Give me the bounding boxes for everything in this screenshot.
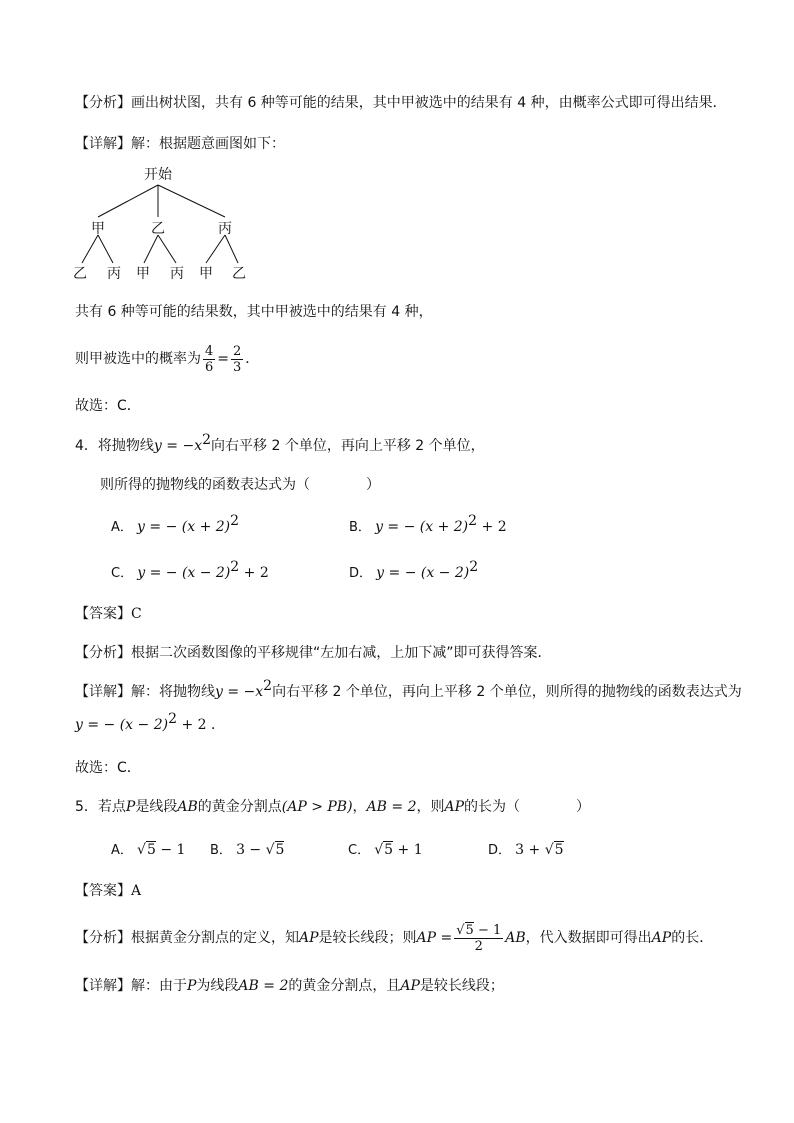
option-radicand: 5 — [146, 842, 156, 858]
analysis-tag: 【分析】 — [75, 95, 131, 111]
equals-sign: = — [217, 351, 230, 367]
detail-text: 解：由于 — [131, 978, 187, 994]
option-tail: + 1 — [393, 842, 423, 858]
option-radicand: 5 — [275, 842, 285, 858]
analysis-var: AP — [651, 930, 672, 946]
detail-tail: + 2 ． — [177, 717, 225, 733]
q4-analysis-line — [75, 643, 552, 663]
option-radicand: 5 — [384, 842, 394, 858]
q5-option-c[interactable] — [348, 840, 423, 861]
frac-den: 6 — [205, 359, 214, 375]
q4-option-c[interactable] — [111, 559, 269, 584]
q4-expr: y = −x — [153, 438, 203, 454]
q5-condition: (AP > PB) — [281, 799, 353, 815]
frac-den: 3 — [233, 359, 242, 375]
q5-var: AB = 2 — [366, 799, 417, 815]
option-exponent: 2 — [230, 513, 240, 529]
option-label: A． — [111, 520, 133, 535]
q5-var: AP — [444, 799, 465, 815]
detail-var: AB = 2 — [238, 978, 289, 994]
q4-text: 将抛物线 — [97, 438, 154, 454]
q5-number: 5． — [75, 799, 98, 815]
tree-l2-2: 甲 — [136, 266, 150, 282]
fraction-2-3 — [231, 344, 243, 375]
detail-line-1 — [75, 134, 285, 154]
tree-l2-3: 丙 — [170, 266, 184, 282]
detail-tag: 【详解】 — [75, 978, 131, 994]
detail-expr: y = − (x − 2) — [75, 717, 169, 733]
sqrt-symbol: √ — [265, 842, 275, 858]
q5-text: ，则 — [416, 799, 445, 815]
detail-exponent: 2 — [263, 678, 273, 694]
q5-stem-line — [75, 797, 590, 817]
analysis-var: AB — [505, 930, 526, 946]
q5-analysis-line — [75, 918, 713, 958]
tree-diagram — [60, 165, 280, 285]
q4-option-d[interactable] — [349, 559, 479, 584]
analysis-text: 根据黄金分割点的定义，知 — [131, 930, 299, 946]
q5-option-d[interactable] — [488, 840, 564, 861]
detail-text: 解：将抛物线 — [131, 684, 215, 700]
detail-exponent: 2 — [168, 711, 177, 727]
answer-tag: 【答案】 — [75, 606, 131, 622]
q5-text: 的长为（ ） — [464, 799, 591, 815]
fraction-4-6 — [203, 344, 215, 375]
analysis-eq: AP = — [416, 930, 453, 946]
analysis-tag: 【分析】 — [75, 930, 131, 946]
option-tail: + 2 — [477, 519, 507, 535]
tree-l1-0: 甲 — [91, 221, 105, 237]
detail-tag: 【详解】 — [75, 684, 131, 700]
q4-stem-line-2: 则所得的抛物线的函数表达式为（ ） — [100, 477, 380, 493]
q4-answer-line — [75, 604, 142, 624]
tree-root: 开始 — [144, 167, 172, 183]
golden-ratio-fraction — [454, 923, 503, 954]
q4-exponent: 2 — [202, 432, 212, 448]
sqrt-symbol: √ — [374, 842, 384, 858]
option-label: B． — [210, 843, 232, 858]
answer-value: A — [131, 883, 142, 899]
result-line: 共有 6 种等可能的结果数，其中甲被选中的结果有 4 种， — [75, 304, 433, 320]
q4-detail-line-2 — [75, 711, 225, 735]
detail-text: 向右平移 2 个单位，再向上平移 2 个单位，则所得的抛物线的函数表达式为 — [272, 684, 742, 700]
analysis-line-1 — [75, 93, 727, 113]
q5-text: 是线段 — [135, 799, 178, 815]
option-exponent: 2 — [230, 559, 240, 575]
sqrt-symbol: √ — [137, 842, 146, 858]
q5-var: P — [125, 799, 136, 815]
tree-l2-5: 乙 — [232, 266, 246, 282]
detail-text: 解：根据题意画图如下： — [131, 136, 285, 152]
detail-tag: 【详解】 — [75, 136, 131, 152]
q5-var: AB — [177, 799, 198, 815]
option-label: D． — [488, 843, 512, 858]
option-label: C． — [348, 843, 371, 858]
frac-den: 2 — [474, 938, 483, 954]
option-radicand: 5 — [554, 842, 564, 858]
period: ． — [245, 351, 260, 367]
q4-choose-line: 故选：C． — [75, 760, 141, 776]
option-label: A． — [111, 843, 133, 858]
q5-detail-line — [75, 976, 504, 996]
frac-num: 4 — [205, 343, 214, 359]
answer-tag: 【答案】 — [75, 883, 131, 899]
option-label: B． — [349, 520, 371, 535]
frac-num-tail: − 1 — [473, 922, 502, 938]
q5-text: ， — [352, 799, 367, 815]
option-exponent: 2 — [469, 559, 479, 575]
analysis-text: 根据二次函数图像的平移规律“左加右减，上加下减”即可获得答案． — [131, 645, 552, 661]
prob-prefix: 则甲被选中的概率为 — [75, 351, 201, 367]
answer-value: C — [131, 606, 142, 622]
analysis-text: 画出树状图，共有 6 种等可能的结果，其中甲被选中的结果有 4 种，由概率公式即可得出结果． — [131, 95, 727, 111]
q4-detail-line-1 — [75, 678, 742, 702]
option-expr: y = − (x − 2) — [137, 565, 231, 581]
detail-expr: y = −x — [215, 684, 264, 700]
option-label: D． — [349, 566, 373, 581]
tree-l1-1: 乙 — [151, 221, 165, 237]
frac-radicand: 5 — [465, 922, 474, 938]
analysis-var: AP — [299, 930, 319, 946]
option-head: 3 + — [515, 842, 545, 858]
q4-option-a[interactable] — [111, 513, 240, 538]
q5-option-b[interactable] — [210, 840, 284, 861]
q4-text: 向右平移 2 个单位，再向上平移 2 个单位， — [211, 438, 485, 454]
option-exponent: 2 — [468, 513, 478, 529]
detail-text: 是较长线段； — [419, 978, 504, 994]
option-label: C． — [111, 566, 134, 581]
detail-text: 的黄金分割点，且 — [288, 978, 401, 994]
option-tail: − 1 — [155, 842, 186, 858]
option-tail: + 2 — [239, 565, 269, 581]
q5-text: 若点 — [97, 799, 126, 815]
frac-num: √5 − 1 — [456, 922, 502, 938]
detail-var: P — [187, 978, 197, 994]
q4-option-b[interactable] — [349, 513, 507, 538]
analysis-text: 的长． — [671, 930, 714, 946]
tree-l2-4: 甲 — [199, 266, 213, 282]
q4-number: 4． — [75, 438, 98, 454]
tree-l2-0: 乙 — [73, 266, 87, 282]
option-expr: y = − (x + 2) — [375, 519, 469, 535]
option-head: 3 − — [236, 842, 266, 858]
detail-var: AP — [400, 978, 420, 994]
tree-l1-2: 丙 — [218, 221, 232, 237]
q5-answer-line — [75, 881, 141, 901]
q4-stem-line-1 — [75, 432, 485, 456]
sqrt-symbol: √ — [544, 842, 554, 858]
choose-line-1: 故选：C． — [75, 398, 141, 414]
analysis-tag: 【分析】 — [75, 645, 131, 661]
analysis-text: ，代入数据即可得出 — [525, 930, 652, 946]
tree-l2-1: 丙 — [107, 266, 121, 282]
q5-option-a[interactable] — [111, 840, 185, 861]
probability-line — [75, 340, 259, 378]
option-expr: y = − (x − 2) — [376, 565, 470, 581]
q5-text: 的黄金分割点 — [197, 799, 282, 815]
frac-num: 2 — [233, 343, 242, 359]
detail-text: 为线段 — [196, 978, 239, 994]
option-expr: y = − (x + 2) — [137, 519, 231, 535]
analysis-text: 是较长线段；则 — [318, 930, 417, 946]
